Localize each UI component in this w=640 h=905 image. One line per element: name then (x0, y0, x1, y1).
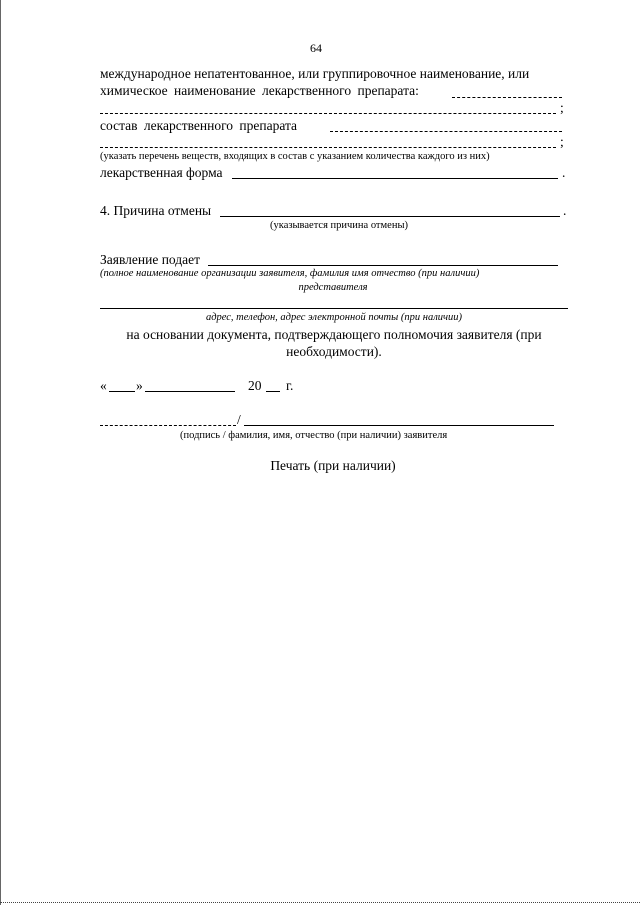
date-year-field[interactable] (266, 391, 280, 392)
signature-hint: (подпись / фамилия, имя, отчество (при наличии) заявителя (180, 430, 448, 441)
drug-name-label-line1: международное непатентованное, или группировочное наименование, или (100, 66, 530, 81)
applicant-basis-line1: на основании документа, подтверждающего полномочия заявителя (при (126, 327, 542, 342)
cancel-reason-hint: (указывается причина отмены) (270, 220, 408, 231)
applicant-label: Заявление подает (100, 252, 201, 267)
applicant-hint-line2: представителя (298, 282, 368, 293)
composition-terminator: ; (560, 134, 564, 149)
signature-separator: / (237, 412, 241, 427)
composition-field[interactable] (330, 131, 562, 132)
date-year-prefix: 20 (248, 378, 262, 393)
date-day-field[interactable] (109, 391, 135, 392)
drug-name-terminator: ; (560, 100, 564, 115)
cancel-reason-label: 4. Причина отмены (100, 203, 212, 218)
composition-hint: (указать перечень веществ, входящих в состав с указанием количества каждого из них) (100, 151, 490, 162)
stamp-label: Печать (при наличии) (270, 458, 396, 473)
scan-edge-bottom (0, 902, 640, 903)
date-open-quote: « (100, 378, 107, 393)
cancel-reason-terminator: . (563, 203, 567, 218)
date-close-quote: » (136, 378, 143, 393)
dosage-form-terminator: . (562, 165, 566, 180)
date-month-field[interactable] (145, 391, 235, 392)
dosage-form-label: лекарственная форма (100, 165, 223, 180)
composition-label: состав лекарственного препарата (100, 118, 298, 133)
applicant-address-hint: адрес, телефон, адрес электронной почты (при наличии) (205, 312, 463, 323)
applicant-field[interactable] (208, 265, 558, 266)
drug-name-field[interactable] (452, 97, 562, 98)
signature-field[interactable] (100, 425, 236, 426)
drug-name-field-continued[interactable] (100, 113, 556, 114)
drug-name-label-line2: химическое наименование лекарственного препарата: (100, 83, 419, 98)
dosage-form-field[interactable] (232, 178, 558, 179)
cancel-reason-field[interactable] (220, 216, 560, 217)
applicant-hint-line1: (полное наименование организации заявителя, фамилия имя отчество (при наличии) (100, 268, 480, 279)
date-year-suffix: г. (286, 378, 294, 393)
signature-name-field[interactable] (244, 425, 554, 426)
composition-field-continued[interactable] (100, 147, 556, 148)
page-number: 64 (310, 41, 322, 55)
applicant-address-field[interactable] (100, 308, 568, 309)
applicant-basis-line2: необходимости). (286, 344, 382, 359)
scan-edge-left (0, 0, 2, 905)
